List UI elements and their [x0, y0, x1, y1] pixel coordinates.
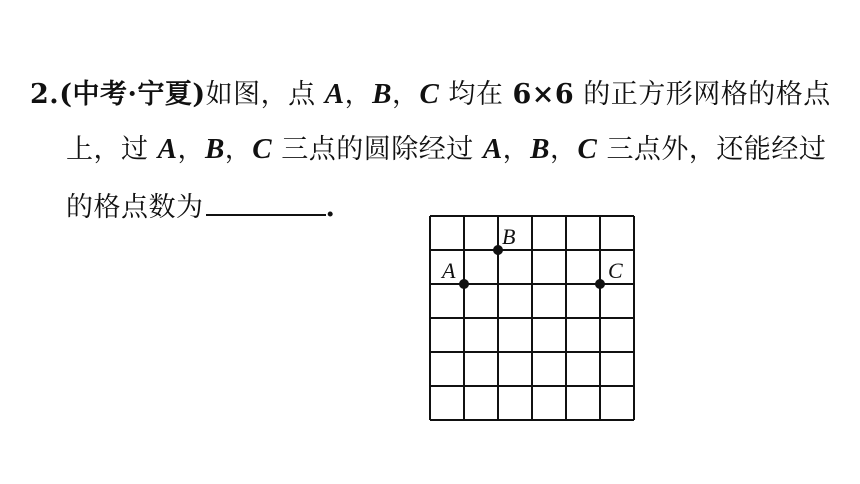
question-text: 均在: [448, 79, 504, 110]
question-line-1: [30, 76, 831, 113]
comma: ，: [344, 79, 373, 110]
comma: ，: [502, 134, 531, 165]
question-text: 的格点数为: [66, 192, 204, 223]
point-c-ref: C: [252, 133, 273, 165]
grid-size: 6×6: [512, 79, 575, 110]
point-a-ref: A: [324, 78, 345, 110]
grid-lines: [430, 216, 634, 420]
question-text: 三点外，还能经过: [606, 134, 827, 165]
point-b-ref: B: [204, 133, 225, 165]
question-number: 2: [30, 79, 50, 110]
point-a-ref: A: [482, 133, 503, 165]
question-line-2: [66, 131, 826, 168]
grid-figure: [420, 208, 660, 448]
answer-blank[interactable]: [206, 186, 326, 216]
question-text: 上，过: [66, 134, 149, 165]
question-text: 三点的圆除经过: [281, 134, 474, 165]
point-a-dot: [459, 279, 469, 289]
point-a-ref: A: [157, 133, 178, 165]
point-c-label: C: [608, 258, 623, 283]
comma: ，: [177, 134, 205, 165]
point-a-label: A: [442, 258, 456, 283]
question-text: 如图，点: [205, 79, 316, 110]
comma: ，: [550, 134, 578, 165]
question-number-separator: .: [49, 79, 60, 110]
point-b-label: B: [502, 224, 516, 249]
point-b-ref: B: [530, 133, 550, 165]
sentence-end: .: [325, 192, 336, 223]
comma: ，: [224, 134, 253, 165]
point-c-ref: C: [577, 133, 598, 165]
question-line-3: [66, 186, 335, 226]
question-source: (中考·宁夏): [59, 79, 206, 110]
point-b-ref: B: [372, 78, 392, 110]
comma: ，: [391, 79, 420, 110]
point-c-dot: [595, 279, 605, 289]
point-c-ref: C: [419, 78, 440, 110]
question-text: 的正方形网格的格点: [583, 79, 831, 110]
